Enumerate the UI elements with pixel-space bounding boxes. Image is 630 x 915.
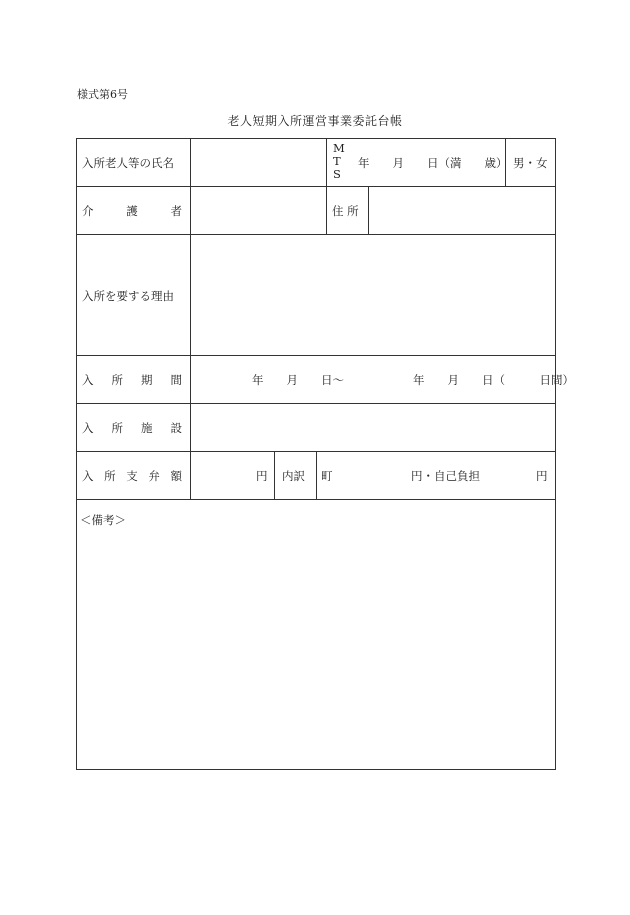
remarks-label: ＜備考＞ [80, 513, 126, 527]
row-divider [76, 355, 556, 356]
facility-label: 入 所 施 設 [82, 421, 182, 435]
row-divider [76, 499, 556, 500]
row-divider [76, 234, 556, 235]
payment-label: 入 所 支 弁 額 [82, 469, 182, 483]
era-showa: S [333, 167, 341, 181]
column-divider [274, 451, 275, 499]
reason-label: 入所を要する理由 [82, 289, 174, 303]
payment-yen: 円 [256, 469, 268, 483]
self-pay-yen: 円 [536, 469, 548, 483]
era-meiji: M [333, 141, 345, 155]
form-title: 老人短期入所運営事業委託台帳 [227, 114, 403, 128]
era-taisho: T [333, 154, 341, 168]
town-label: 町 [321, 469, 333, 483]
name-label: 入所老人等の氏名 [82, 156, 174, 170]
period-field: 年 月 日〜 年 月 日（ 日間） [252, 373, 574, 387]
column-divider [316, 451, 317, 499]
caregiver-label: 介 護 者 [82, 204, 182, 218]
address-label: 住 所 [332, 204, 359, 218]
label-column-divider [190, 138, 191, 499]
sex-field: 男・女 [513, 156, 548, 170]
self-pay-label: 円・自己負担 [411, 469, 480, 483]
column-divider [368, 186, 369, 234]
era-selector [333, 142, 345, 181]
breakdown-label: 内訳 [282, 469, 305, 483]
form-number: 様式第6号 [77, 88, 128, 101]
row-divider [76, 403, 556, 404]
row-divider [76, 186, 556, 187]
period-label: 入 所 期 間 [82, 373, 182, 387]
column-divider [326, 186, 327, 234]
birth-date-field: 年 月 日（満 歳） [358, 156, 508, 170]
column-divider [326, 138, 327, 186]
